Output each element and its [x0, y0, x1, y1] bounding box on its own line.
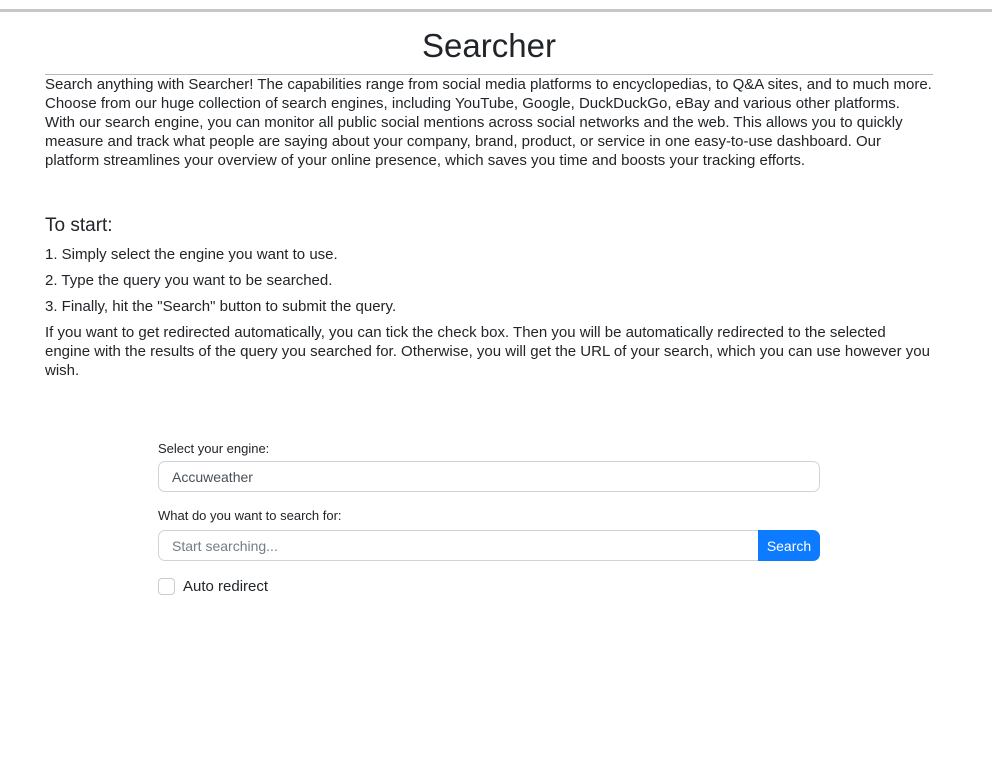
auto-redirect-row	[158, 578, 820, 595]
intro-paragraph: Search anything with Searcher! The capabilities range from social media platforms to encyclopedias, to Q&A sites, and to much more. Choose from our huge collection of search engines, including YouTube, Google, DuckDuckGo, eBay and various other platforms.	[45, 76, 932, 112]
search-form	[158, 442, 820, 595]
step-item-2: 2. Type the query you want to be searched.	[45, 272, 333, 289]
auto-redirect-label[interactable]: Auto redirect	[183, 578, 269, 595]
step-item-1: 1. Simply select the engine you want to use.	[45, 246, 338, 263]
query-label: What do you want to search for:	[158, 508, 342, 523]
auto-redirect-checkbox[interactable]	[158, 578, 175, 595]
engine-select-label: Select your engine:	[158, 441, 270, 456]
main-container	[45, 26, 933, 595]
steps-heading: To start:	[45, 215, 113, 236]
redirect-info-paragraph: If you want to get redirected automatically, you can tick the check box. Then you will be automatically redirected to the selected engine with the results of the query you searched for. Otherwise, you will get the URL of your search, which you can use however you wish.	[45, 324, 930, 379]
step-item-3: 3. Finally, hit the "Search" button to submit the query.	[45, 298, 397, 315]
top-divider	[0, 0, 992, 12]
query-input[interactable]	[158, 530, 758, 561]
page-title: Searcher	[422, 27, 556, 64]
engine-select[interactable]	[158, 461, 820, 492]
monitoring-paragraph: With our search engine, you can monitor all public social mentions across social networks and the web. This allows you to quickly measure and track what people are saying about your company, brand, product, or service in one easy-to-use dashboard. Our platform streamlines your overview of your online presence, which saves you time and boosts your tracking efforts.	[45, 114, 903, 169]
query-input-group	[158, 530, 820, 561]
search-button[interactable]: Search	[758, 530, 820, 561]
steps-list	[45, 245, 933, 316]
